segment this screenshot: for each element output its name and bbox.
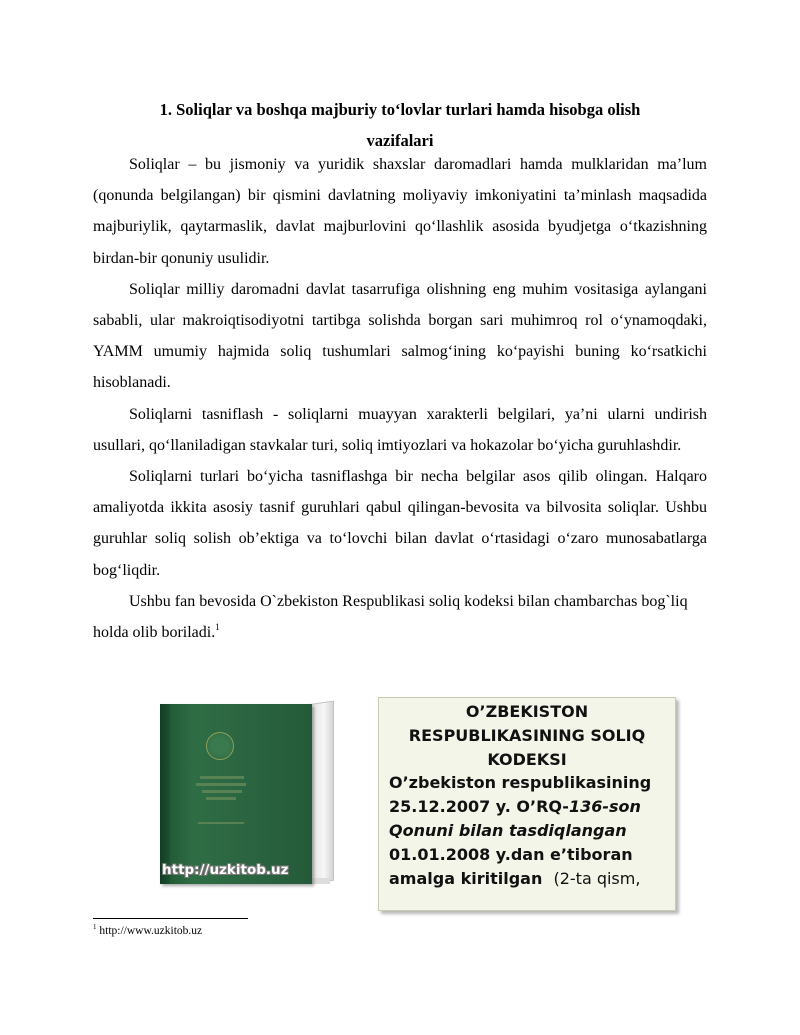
cover-title-line <box>200 776 244 779</box>
cover-title-line <box>196 783 246 786</box>
cover-title-line <box>206 797 236 800</box>
box-date-text: 25.12.2007 y. O’RQ- <box>389 797 569 817</box>
footnote-number: 1 <box>93 923 97 931</box>
box-title-line: KODEKSI <box>487 749 567 769</box>
book-page-edge <box>310 701 334 884</box>
heading-line-2: vazifalari <box>366 131 434 150</box>
box-line-republic: O’zbekiston respublikasining <box>389 773 652 793</box>
book-spine <box>160 704 170 884</box>
paragraph-macroeconomics: Soliqlar milliy daromadni davlat tasarrufiga olishning eng muhim vositasiga aylangani sababli, ular makroiqtisodiyotni tartibga solishda borgan sari muhimroq rol o‘ynamoqdaki, YAMM umumiy hajmida soliq tushumlari salmog‘ining ko‘payishi buning ko‘rsatkichi hisoblanadi. <box>93 280 707 392</box>
footnote-separator <box>93 918 248 919</box>
footnote-link[interactable]: http://www.uzkitob.uz <box>99 925 203 937</box>
book-pages-bottom <box>310 878 330 884</box>
box-line-date <box>389 795 675 819</box>
cover-title-line <box>202 790 242 793</box>
paragraph-tax-code <box>93 586 707 648</box>
box-line-approved: Qonuni bilan tasdiqlangan <box>389 820 627 840</box>
box-law-number: 136-son <box>568 797 641 817</box>
box-title-line: RESPUBLIKASINING SOLIQ <box>408 725 646 745</box>
emblem-icon <box>206 732 234 760</box>
tax-code-info-box <box>378 697 676 911</box>
box-title-line: O’ZBEKISTON <box>465 702 589 721</box>
section-heading <box>93 94 707 156</box>
cover-subtitle-line <box>198 822 244 824</box>
tax-code-book-image <box>160 700 335 888</box>
box-line-effective: 01.01.2008 y.dan e’tiboran <box>389 844 633 864</box>
image-watermark: http://uzkitob.uz <box>162 862 289 878</box>
paragraph-direct-indirect: Soliqlarni turlari bo‘yicha tasniflashga bir necha belgilar asos qilib olingan. Halqaro amaliyotda ikkita asosiy tasnif guruhlari qabul qilingan-bevosita va bilvosita soliqlar. Ushbu guruhlar soliq solish ob’ektiga va to‘lovchi bilan davlat o‘rtasidagi o‘zaro munosabatlarga bog‘liqdir. <box>93 468 707 579</box>
box-enacted-text: amalga kiritilgan <box>389 868 543 888</box>
box-parts-text: (2-ta qism, <box>553 868 641 888</box>
paragraph-taxes-definition: Soliqlar – bu jismoniy va yuridik shaxslar daromadlari hamda mulklaridan ma’lum (qonunda belgilangan) bir qismini davlatning moliyaviy imkoniyatini ta’minlash maqsadida majburiylik, qaytarmaslik, davlat majburlovini qo‘llashlik asosida byudjetga o‘tkazishning birdan-bir qonuniy usulidir. <box>93 156 707 267</box>
book-cover <box>160 704 312 884</box>
paragraph-tax-code-text: Ushbu fan bevosida O`zbekiston Respublikasi soliq kodeksi bilan chambarchas bog`liq holda olib boriladi. <box>93 592 688 642</box>
heading-line-1: 1. Soliqlar va boshqa majburiy to‘lovlar turlari hamda hisobga olish <box>159 100 641 119</box>
footnote <box>93 924 202 938</box>
box-line-enacted <box>389 867 675 891</box>
body-text <box>93 149 707 648</box>
footnote-reference[interactable]: 1 <box>215 622 220 633</box>
paragraph-classification: Soliqlarni tasniflash - soliqlarni muayyan xarakterli belgilari, ya’ni ularni undirish usullari, qo‘llaniladigan stavkalar turi, soliq imtiyozlari va hokazolar bo‘yicha guruhlashdir. <box>93 405 707 454</box>
